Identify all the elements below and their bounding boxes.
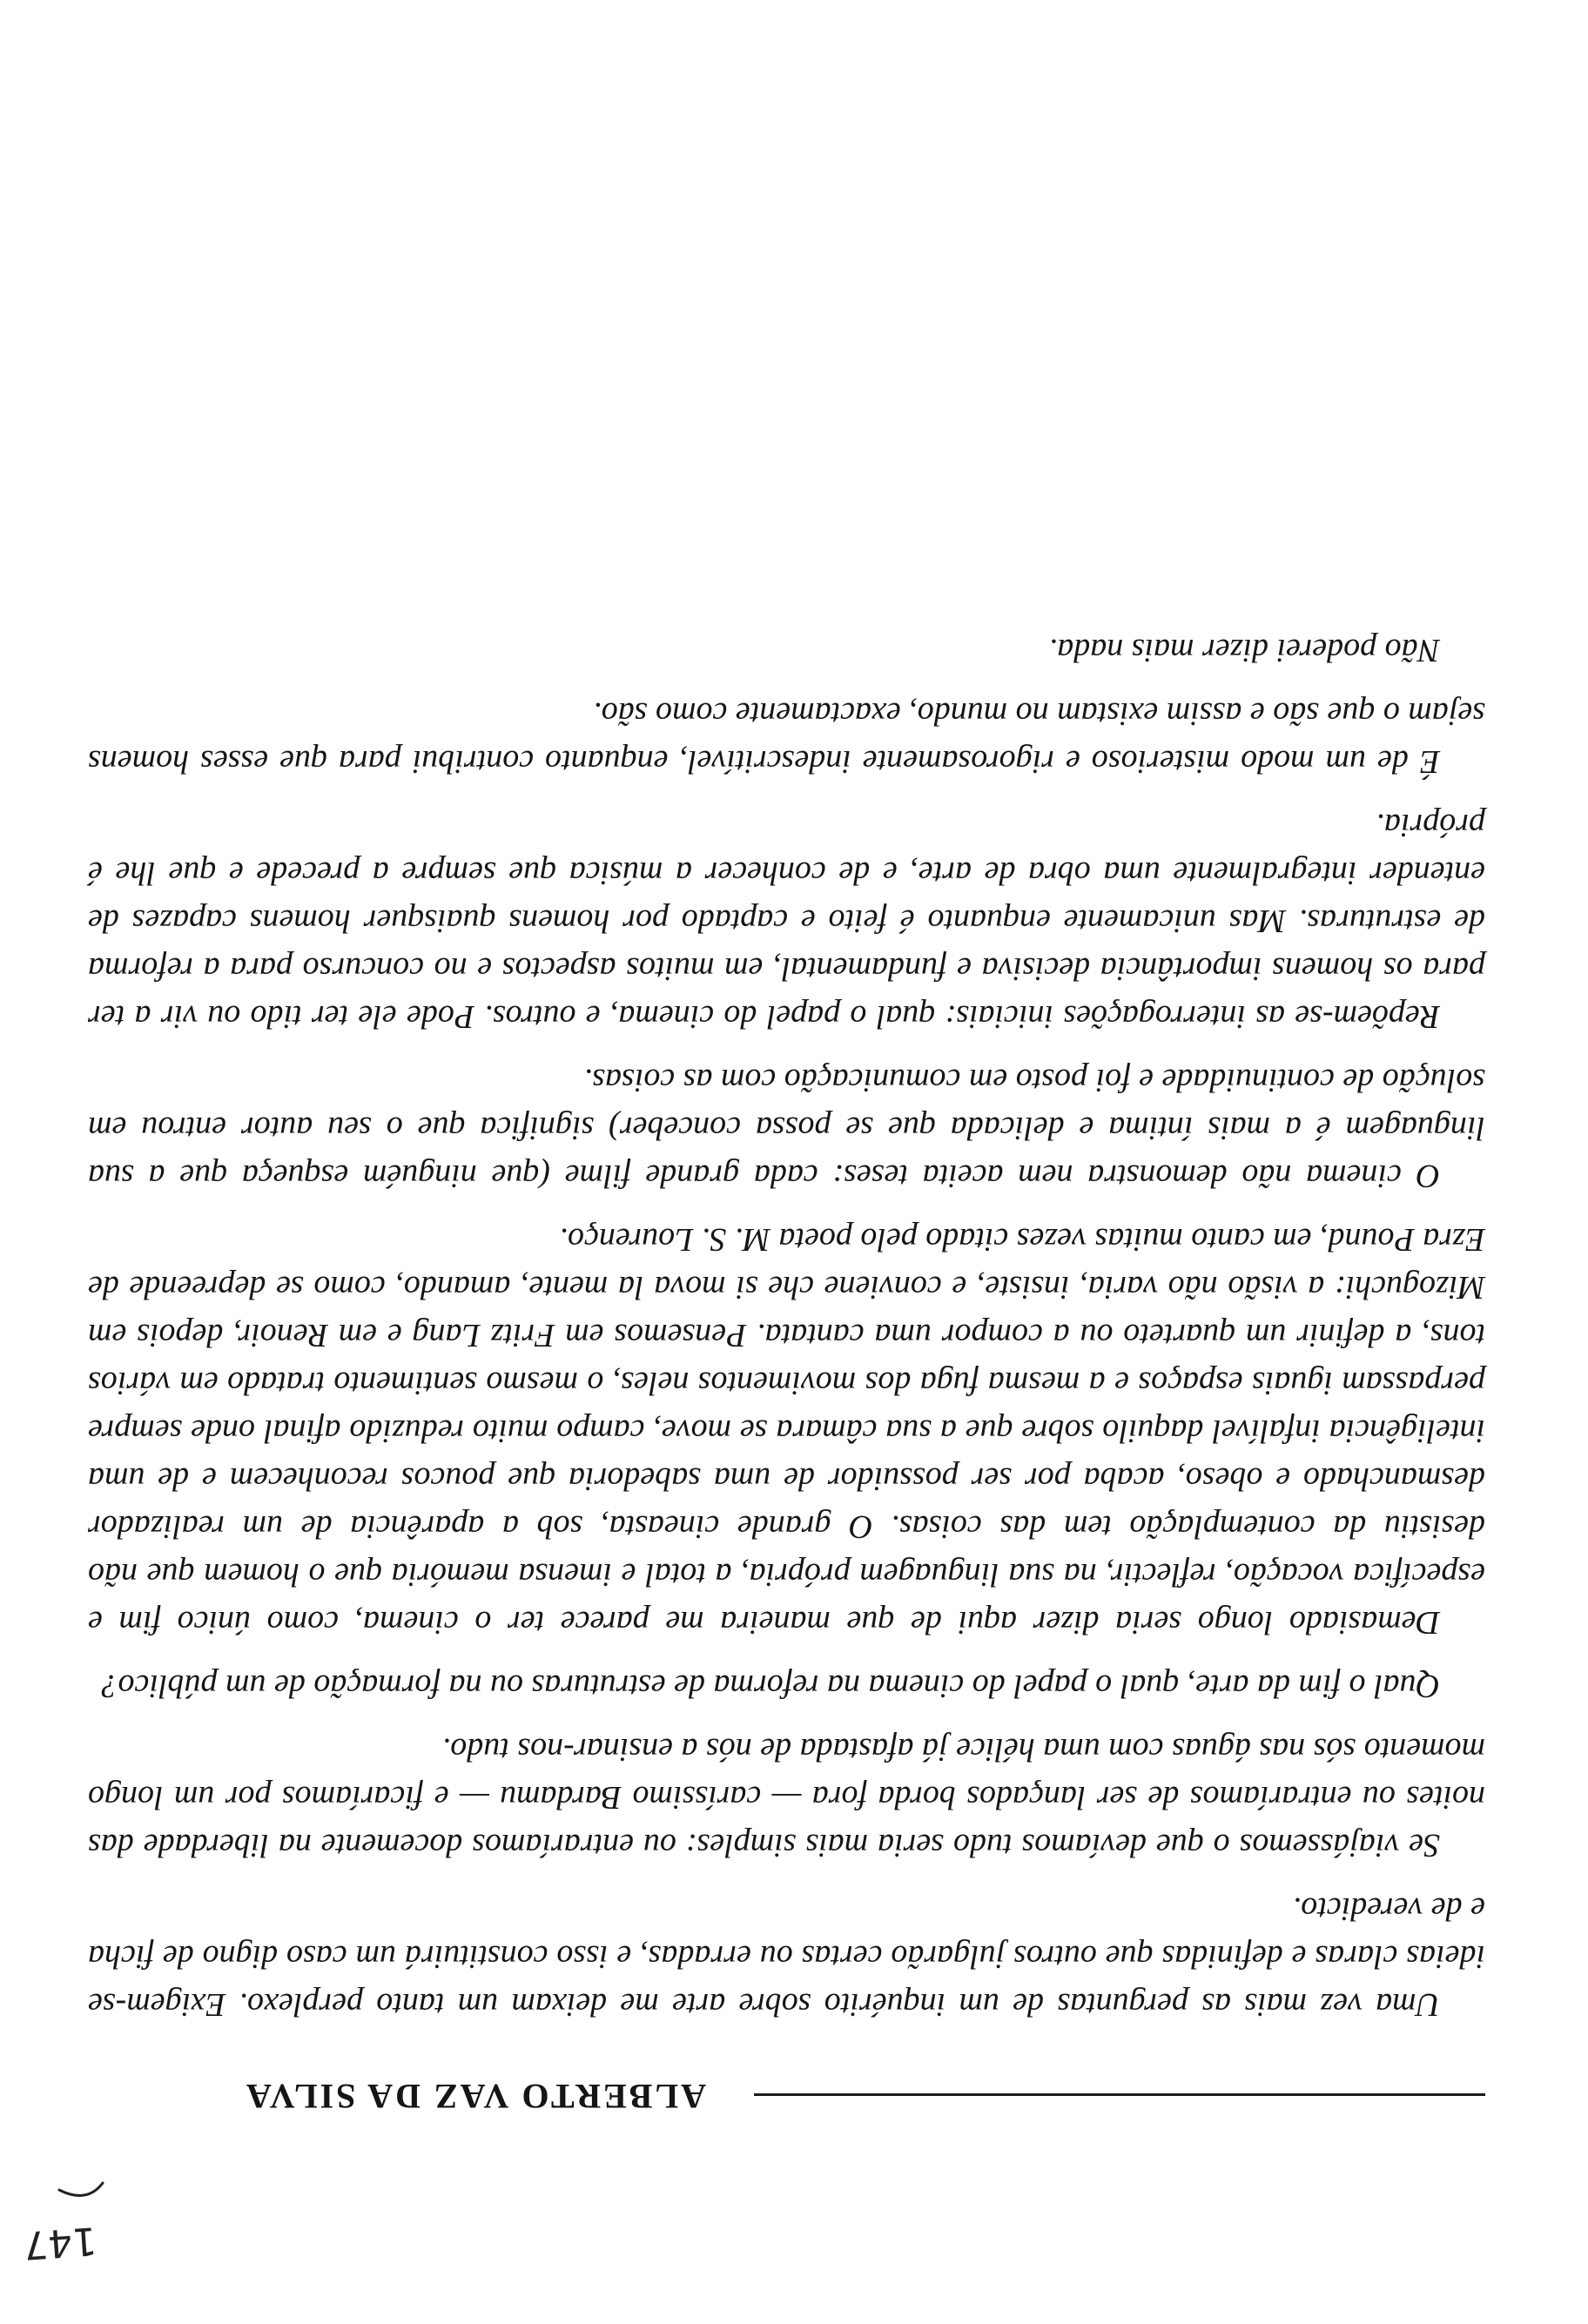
- pen-mark-icon: [54, 2174, 106, 2209]
- running-header: [92, 2065, 1485, 2117]
- paragraph: Uma vez mais as perguntas de um inquérito sobre arte me deixam um tanto perplexo. Exigem-se ideias claras e definidas que outros julgarão certas ou erradas, e isso constituirá um caso digno de ficha e de veredicto.: [88, 1891, 1485, 2023]
- paragraph: Repõem-se as interrogações iniciais: qual o papel do cinema, e outros. Pode ele ter tido ou vir a ter para os homens importância decisiva e fundamental, em muitos aspectos e no concurso para a reforma de estruturas. Mas unicamente enquanto é feito e captado por homens quaisquer homens capazes de entender integralmente uma obra de arte, e de conhecer a música que sempre a precede e que lhe é própria.: [88, 807, 1485, 1035]
- paragraph: Demasiado longo seria dizer aqui de que maneira me parece ter o cinema, como único fim e específica vocação, reflectir, na sua linguagem própria, a total e imensa memória que o homem que não desistiu da contemplação tem das coisas. O grande cineasta, sob a aparência de um realizador desmanchado e obeso, acaba por ser possuidor de uma sabedoria que poucos reconhecem e de uma inteligência infalível daquilo sobre que a sua câmara se move, campo muito reduzido afinal onde sempre perpassam iguais espaços e a mesma fuga dos movimentos neles, o mesmo sentimento tratado em vários tons, a definir um quarteto ou a compor uma cantata. Pensemos em Fritz Lang e em Renoir, depois em Mizoguchi: a visão não varia, insiste, e conviene che si mova la mente, amando, como se depreende de Ezra Pound, em canto muitas vezes citado pelo poeta M. S. Lourenço.: [88, 1221, 1485, 1641]
- paragraph: Se viajássemos o que devíamos tudo seria mais simples: ou entraríamos docemente na liberdade das noites ou entraríamos de ser lançados borda fora — caríssimo Bardamu — e ficaríamos por um longo momento sós nas águas com uma hélice já afastada de nós a ensinar-nos tudo.: [88, 1731, 1485, 1864]
- paragraph: É de um modo misterioso e rigorosamente indescritível, enquanto contribui para que esses homens sejam o que são e assim existam no mundo, exactamente como são.: [88, 695, 1485, 780]
- author-name: ALBERTO VAZ DA SILVA: [243, 2077, 706, 2116]
- header-rule: [754, 2093, 1485, 2096]
- paragraph: Não poderei dizer mais nada.: [1048, 632, 1440, 668]
- paragraph: Qual o fim da arte, qual o papel do cinema na reforma de estruturas ou na formação de um público?: [101, 1668, 1440, 1704]
- article-body: [88, 610, 1485, 2028]
- paragraph: O cinema não demonstra nem aceita teses: cada grande filme (que ninguém esqueça que a sua linguagem é a mais íntima e delicada que se possa conceber) significa que o seu autor entrou em solução de continuidade e foi posto em comunicação com as coisas.: [88, 1062, 1485, 1194]
- handwritten-page-number: 147: [22, 2218, 98, 2267]
